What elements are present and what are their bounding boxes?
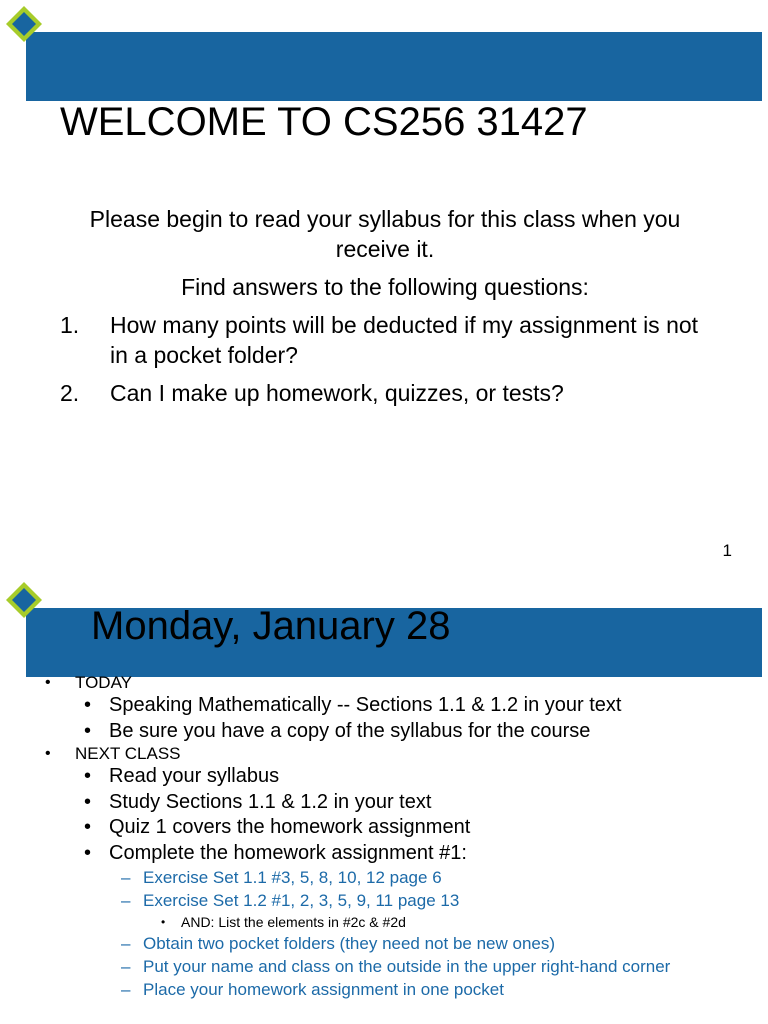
question-item — [60, 310, 710, 370]
item-text: AND: List the elements in #2c & #2d — [181, 914, 406, 930]
bullet-icon: • — [84, 841, 92, 864]
item-text: Obtain two pocket folders (they need not be new ones) — [143, 934, 556, 953]
agenda-outline — [0, 673, 768, 1001]
item-text: Place your homework assignment in one pocket — [143, 980, 504, 999]
slide-2 — [0, 576, 768, 1024]
bullet-icon: • — [84, 719, 92, 742]
list-item — [0, 719, 768, 745]
diamond-icon — [6, 6, 42, 42]
list-item — [0, 764, 768, 790]
bullet-icon: • — [84, 694, 92, 716]
title-banner — [26, 32, 762, 101]
question-item — [60, 378, 710, 408]
diamond-icon — [6, 582, 42, 618]
section-today — [0, 673, 768, 693]
section-next-class — [0, 744, 768, 764]
item-text: Be sure you have a copy of the syllabus for the course — [109, 719, 591, 742]
section-label: TODAY — [75, 673, 132, 692]
homework-note — [0, 912, 768, 932]
bullet-icon: • — [45, 745, 51, 762]
bullet-icon: • — [161, 915, 166, 929]
task-item — [0, 978, 768, 1001]
question-number: 1. — [60, 312, 80, 338]
item-text: Complete the homework assignment #1: — [109, 841, 467, 864]
bullet-icon: • — [84, 816, 92, 838]
dash-icon: – — [121, 868, 131, 887]
bullet-icon: • — [45, 674, 51, 691]
dash-icon: – — [121, 934, 131, 953]
slide-title: WELCOME TO CS256 31427 — [60, 100, 588, 144]
dash-icon: – — [121, 957, 131, 976]
item-text: Exercise Set 1.1 #3, 5, 8, 10, 12 page 6 — [143, 868, 442, 887]
item-text: Speaking Mathematically -- Sections 1.1 & 1.2 in your text — [109, 694, 622, 716]
section-label: NEXT CLASS — [75, 744, 181, 763]
slide-body — [60, 204, 710, 416]
bullet-icon: • — [84, 765, 92, 787]
question-text: How many points will be deducted if my assignment is not in a pocket folder? — [110, 312, 699, 368]
dash-icon: – — [121, 980, 131, 999]
item-text: Exercise Set 1.2 #1, 2, 3, 5, 9, 11 page 13 — [143, 891, 460, 910]
item-text: Study Sections 1.1 & 1.2 in your text — [109, 790, 432, 813]
list-item — [0, 790, 768, 816]
homework-item — [0, 866, 768, 889]
item-text: Read your syllabus — [109, 765, 280, 787]
item-text: Quiz 1 covers the homework assignment — [109, 816, 471, 838]
list-item — [0, 841, 768, 867]
bullet-icon: • — [84, 790, 92, 813]
task-item — [0, 932, 768, 955]
prompt-text: Find answers to the following questions: — [181, 274, 589, 300]
task-item — [0, 957, 768, 976]
list-item — [0, 815, 768, 841]
dash-icon: – — [121, 891, 131, 910]
item-text: Put your name and class on the outside in the upper right-hand corner — [143, 957, 671, 976]
question-text: Can I make up homework, quizzes, or tests? — [110, 380, 564, 406]
list-item — [0, 693, 768, 719]
page-number: 1 — [722, 541, 732, 560]
homework-item — [0, 889, 768, 912]
intro-text: Please begin to read your syllabus for this class when you receive it. — [89, 206, 681, 262]
questions-list — [60, 310, 710, 408]
slide-title: Monday, January 28 — [91, 604, 451, 648]
question-number: 2. — [60, 380, 80, 406]
